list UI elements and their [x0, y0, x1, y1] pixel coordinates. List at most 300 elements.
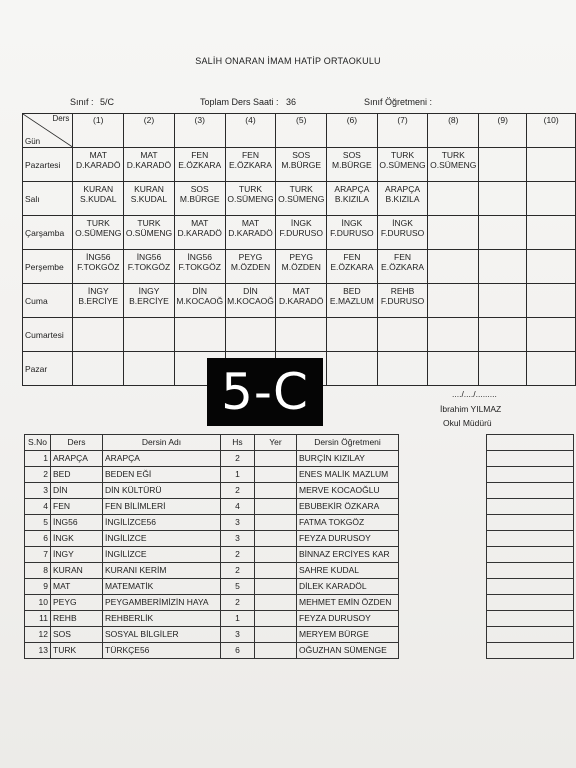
- lesson-cell: 10: [25, 595, 51, 611]
- lesson-row: [25, 627, 399, 643]
- schedule-cell: [276, 182, 327, 216]
- lesson-cell: 1: [221, 611, 255, 627]
- day-name: Cuma: [23, 284, 73, 318]
- cell-teacher: D.KARADÖ: [76, 160, 121, 170]
- cell-teacher: D.KARADÖ: [126, 160, 172, 170]
- cell-teacher: E.ÖZKARA: [330, 262, 374, 272]
- lesson-row: [25, 451, 399, 467]
- lesson-cell: [255, 467, 297, 483]
- lesson-cell: İNGY: [51, 547, 103, 563]
- schedule-cell: [73, 250, 124, 284]
- lesson-row: [25, 515, 399, 531]
- cell-subject: TURK: [289, 184, 313, 194]
- cell-subject: KURAN: [134, 184, 164, 194]
- right-empty-table: [486, 434, 574, 659]
- cell-teacher: B.ERCİYE: [78, 296, 119, 306]
- empty-cell: [487, 611, 574, 627]
- principal-name: İbrahim YILMAZ: [440, 404, 502, 414]
- lesson-cell: 2: [221, 483, 255, 499]
- period-header: (2): [124, 114, 175, 148]
- schedule-cell: [174, 284, 225, 318]
- day-name: Çarşamba: [23, 216, 73, 250]
- lesson-cell: [255, 483, 297, 499]
- cell-teacher: F.DURUSO: [330, 228, 374, 238]
- lesson-cell: 1: [25, 451, 51, 467]
- lesson-cell: [255, 643, 297, 659]
- cell-subject: İNG56: [187, 252, 213, 262]
- cell-subject: İNGK: [341, 218, 363, 228]
- cell-teacher: E.ÖZKARA: [229, 160, 272, 170]
- day-name: Perşembe: [23, 250, 73, 284]
- schedule-cell: [276, 318, 327, 352]
- lesson-cell: MATEMATİK: [103, 579, 221, 595]
- cell-teacher: E.MAZLUM: [329, 296, 374, 306]
- period-header: (3): [174, 114, 225, 148]
- lesson-cell: 2: [221, 595, 255, 611]
- schedule-cell: [527, 216, 576, 250]
- schedule-cell: [174, 250, 225, 284]
- lesson-cell: KURAN: [51, 563, 103, 579]
- schedule-cell: [327, 182, 378, 216]
- cell-teacher: M.BÜRGE: [281, 160, 322, 170]
- lesson-cell: MERVE KOCAOĞLU: [297, 483, 399, 499]
- lesson-cell: 2: [221, 547, 255, 563]
- schedule-cell: [124, 250, 175, 284]
- lesson-cell: BED: [51, 467, 103, 483]
- lesson-cell: 4: [221, 499, 255, 515]
- schedule-cell: [428, 318, 479, 352]
- empty-row: [487, 595, 574, 611]
- lessons-header-cell: Hs: [221, 435, 255, 451]
- lesson-cell: [255, 547, 297, 563]
- empty-row: [487, 643, 574, 659]
- cell-subject: TURK: [238, 184, 263, 194]
- cell-teacher: M.BÜRGE: [179, 194, 220, 204]
- schedule-cell: [428, 352, 479, 386]
- lesson-cell: İNGK: [51, 531, 103, 547]
- cell-subject: FEN: [191, 150, 209, 160]
- cell-teacher: F.TOKGÖZ: [77, 262, 120, 272]
- cell-subject: KURAN: [83, 184, 114, 194]
- schedule-cell: [428, 284, 479, 318]
- corner-label-gun: Gün: [25, 137, 41, 146]
- cell-teacher: S.KUDAL: [80, 194, 117, 204]
- schedule-cell: [327, 148, 378, 182]
- schedule-cell: [276, 250, 327, 284]
- schedule-cell: [527, 250, 576, 284]
- lesson-cell: [255, 627, 297, 643]
- lesson-cell: OĞUZHAN SÜMENGE: [297, 643, 399, 659]
- cell-teacher: M.KOCAOĞ: [227, 296, 274, 306]
- schedule-cell: [479, 182, 527, 216]
- empty-cell: [487, 483, 574, 499]
- corner-label-ders: Ders: [52, 114, 70, 123]
- lesson-cell: 12: [25, 627, 51, 643]
- schedule-cell: [479, 352, 527, 386]
- lesson-cell: 2: [25, 467, 51, 483]
- lesson-row: [25, 547, 399, 563]
- schedule-cell: [377, 284, 428, 318]
- schedule-cell: [327, 318, 378, 352]
- lesson-cell: REHB: [51, 611, 103, 627]
- empty-row: [487, 467, 574, 483]
- lesson-cell: BİNNAZ ERCİYES KAR: [297, 547, 399, 563]
- schedule-row: [23, 148, 576, 182]
- lesson-cell: MAT: [51, 579, 103, 595]
- period-header: (6): [327, 114, 378, 148]
- schedule-cell: [73, 352, 124, 386]
- schedule-cell: [225, 318, 276, 352]
- schedule-cell: [73, 318, 124, 352]
- lesson-cell: TÜRKÇE56: [103, 643, 221, 659]
- cell-subject: İNG56: [136, 252, 162, 262]
- cell-teacher: M.BÜRGE: [332, 160, 372, 170]
- cell-subject: FEN: [343, 252, 361, 262]
- cell-subject: PEYG: [238, 252, 263, 262]
- cell-subject: REHB: [390, 286, 415, 296]
- cell-subject: İNG56: [85, 252, 111, 262]
- lessons-table: [24, 434, 399, 659]
- empty-cell: [487, 467, 574, 483]
- lesson-cell: SAHRE KUDAL: [297, 563, 399, 579]
- lesson-row: [25, 643, 399, 659]
- cell-subject: PEYG: [289, 252, 314, 262]
- empty-row: [487, 611, 574, 627]
- lesson-cell: 11: [25, 611, 51, 627]
- lessons-body: [25, 435, 399, 659]
- cell-subject: İNGK: [392, 218, 413, 228]
- lesson-row: [25, 483, 399, 499]
- class-teacher-label: Sınıf Öğretmeni :: [364, 97, 433, 107]
- cell-subject: İNGY: [87, 286, 109, 296]
- schedule-cell: [327, 284, 378, 318]
- lesson-row: [25, 563, 399, 579]
- cell-teacher: F.DURUSO: [279, 228, 323, 238]
- lesson-cell: [255, 499, 297, 515]
- schedule-cell: [327, 216, 378, 250]
- lesson-cell: FEN BİLİMLERİ: [103, 499, 221, 515]
- lesson-cell: PEYG: [51, 595, 103, 611]
- schedule-cell: [73, 284, 124, 318]
- cell-subject: MAT: [191, 218, 209, 228]
- cell-teacher: D.KARADÖ: [228, 228, 273, 238]
- lesson-cell: 3: [221, 627, 255, 643]
- lesson-cell: MERYEM BÜRGE: [297, 627, 399, 643]
- day-name: Pazartesi: [23, 148, 73, 182]
- lesson-cell: KURANI KERİM: [103, 563, 221, 579]
- cell-teacher: F.TOKGÖZ: [127, 262, 171, 272]
- cell-subject: TURK: [86, 218, 110, 228]
- schedule-cell: [327, 352, 378, 386]
- cell-teacher: M.KOCAOĞ: [176, 296, 224, 306]
- cell-subject: ARAPÇA: [334, 184, 370, 194]
- day-name: Cumartesi: [23, 318, 73, 352]
- cell-subject: MAT: [241, 218, 260, 228]
- schedule-header-row: [23, 114, 576, 148]
- lesson-cell: BURÇİN KIZILAY: [297, 451, 399, 467]
- lesson-cell: 5: [221, 579, 255, 595]
- schedule-cell: [428, 182, 479, 216]
- lessons-header-cell: Dersin Öğretmeni: [297, 435, 399, 451]
- cell-subject: ARAPÇA: [385, 184, 421, 194]
- lessons-header-cell: S.No: [25, 435, 51, 451]
- lesson-cell: [255, 611, 297, 627]
- lesson-cell: FEYZA DURUSOY: [297, 531, 399, 547]
- schedule-cell: [73, 216, 124, 250]
- schedule-cell: [377, 250, 428, 284]
- lesson-cell: ENES MALİK MAZLUM: [297, 467, 399, 483]
- schedule-cell: [174, 182, 225, 216]
- lesson-cell: ARAPÇA: [103, 451, 221, 467]
- lessons-header-row: [25, 435, 399, 451]
- lesson-cell: 7: [25, 547, 51, 563]
- cell-subject: TURK: [441, 150, 465, 160]
- period-header: (8): [428, 114, 479, 148]
- period-header: (9): [479, 114, 527, 148]
- cell-subject: MAT: [89, 150, 107, 160]
- schedule-cell: [124, 352, 175, 386]
- schedule-cell: [225, 148, 276, 182]
- cell-teacher: O.SÜMENG: [430, 160, 477, 170]
- schedule-cell: [527, 148, 576, 182]
- cell-subject: SOS: [190, 184, 209, 194]
- empty-row: [487, 579, 574, 595]
- lesson-cell: FEN: [51, 499, 103, 515]
- schedule-body: [23, 114, 576, 386]
- schedule-cell: [124, 318, 175, 352]
- lesson-cell: MEHMET EMİN ÖZDEN: [297, 595, 399, 611]
- cell-teacher: S.KUDAL: [130, 194, 168, 204]
- signature-date: ..../..../.........: [452, 389, 497, 399]
- period-header: (4): [225, 114, 276, 148]
- empty-row: [487, 483, 574, 499]
- empty-cell: [487, 451, 574, 467]
- lesson-cell: [255, 531, 297, 547]
- day-name: Salı: [23, 182, 73, 216]
- lesson-cell: 2: [221, 451, 255, 467]
- period-header: (7): [377, 114, 428, 148]
- lesson-cell: PEYGAMBERİMİZİN HAYA: [103, 595, 221, 611]
- empty-row: [487, 499, 574, 515]
- lesson-cell: FEYZA DURUSOY: [297, 611, 399, 627]
- lesson-cell: SOS: [51, 627, 103, 643]
- total-hours-label: Toplam Ders Saati :: [200, 97, 279, 107]
- schedule-cell: [225, 216, 276, 250]
- lesson-cell: [255, 595, 297, 611]
- cell-teacher: F.DURUSO: [380, 228, 425, 238]
- schedule-cell: [276, 284, 327, 318]
- cell-teacher: B.KIZILA: [385, 194, 420, 204]
- lesson-row: [25, 499, 399, 515]
- schedule-cell: [225, 250, 276, 284]
- schedule-cell: [124, 284, 175, 318]
- lesson-cell: 3: [25, 483, 51, 499]
- schedule-cell: [527, 352, 576, 386]
- empty-cell: [487, 499, 574, 515]
- lesson-cell: 3: [221, 531, 255, 547]
- period-header: (5): [276, 114, 327, 148]
- cell-teacher: B.ERCİYE: [129, 296, 169, 306]
- schedule-cell: [174, 216, 225, 250]
- class-value: 5/C: [100, 97, 115, 107]
- empty-cell: [487, 547, 574, 563]
- schedule-cell: [276, 148, 327, 182]
- schedule-cell: [225, 284, 276, 318]
- lesson-row: [25, 531, 399, 547]
- schedule-cell: [174, 148, 225, 182]
- empty-cell: [487, 531, 574, 547]
- lesson-cell: 5: [25, 515, 51, 531]
- cell-teacher: D.KARADÖ: [177, 228, 222, 238]
- lesson-cell: FATMA TOKGÖZ: [297, 515, 399, 531]
- period-header: (1): [73, 114, 124, 148]
- cell-teacher: M.ÖZDEN: [230, 262, 271, 272]
- schedule-cell: [327, 250, 378, 284]
- empty-row: [487, 435, 574, 451]
- lesson-row: [25, 611, 399, 627]
- cell-teacher: M.ÖZDEN: [281, 262, 321, 272]
- lesson-cell: 9: [25, 579, 51, 595]
- empty-row: [487, 451, 574, 467]
- cell-subject: TURK: [137, 218, 161, 228]
- empty-cell: [487, 643, 574, 659]
- class-badge: 5-C: [207, 358, 323, 426]
- schedule-cell: [377, 216, 428, 250]
- empty-row: [487, 563, 574, 579]
- schedule-cell: [479, 284, 527, 318]
- schedule-cell: [377, 352, 428, 386]
- lesson-cell: 8: [25, 563, 51, 579]
- schedule-row: [23, 216, 576, 250]
- lesson-cell: EBUBEKİR ÖZKARA: [297, 499, 399, 515]
- lesson-cell: 2: [221, 563, 255, 579]
- lesson-cell: 3: [221, 515, 255, 531]
- cell-teacher: F.DURUSO: [380, 296, 425, 306]
- lesson-cell: İNGİLİZCE: [103, 547, 221, 563]
- empty-cell: [487, 579, 574, 595]
- empty-row: [487, 515, 574, 531]
- lesson-cell: [255, 563, 297, 579]
- schedule-cell: [479, 318, 527, 352]
- schedule-cell: [124, 216, 175, 250]
- schedule-cell: [73, 182, 124, 216]
- class-label: Sınıf :: [70, 97, 94, 107]
- lesson-row: [25, 467, 399, 483]
- empty-cell: [487, 435, 574, 451]
- period-header: (10): [527, 114, 576, 148]
- cell-teacher: O.SÜMENG: [379, 160, 426, 170]
- schedule-cell: [428, 148, 479, 182]
- cell-subject: MAT: [292, 286, 310, 296]
- lesson-cell: BEDEN EĞİ: [103, 467, 221, 483]
- cell-subject: MAT: [140, 150, 158, 160]
- day-name: Pazar: [23, 352, 73, 386]
- schedule-cell: [174, 318, 225, 352]
- cell-teacher: B.KIZILA: [334, 194, 369, 204]
- lesson-cell: TURK: [51, 643, 103, 659]
- schedule-cell: [428, 250, 479, 284]
- cell-teacher: O.SÜMENG: [227, 194, 274, 204]
- cell-subject: FEN: [241, 150, 259, 160]
- lesson-row: [25, 579, 399, 595]
- schedule-cell: [479, 148, 527, 182]
- schedule-cell: [527, 318, 576, 352]
- weekly-schedule-table: [22, 113, 576, 386]
- lesson-cell: DİN: [51, 483, 103, 499]
- lesson-cell: DİLEK KARADÖL: [297, 579, 399, 595]
- cell-teacher: E.ÖZKARA: [178, 160, 222, 170]
- cell-subject: SOS: [292, 150, 311, 160]
- schedule-cell: [377, 182, 428, 216]
- schedule-cell: [124, 182, 175, 216]
- schedule-cell: [428, 216, 479, 250]
- empty-cell: [487, 515, 574, 531]
- cell-subject: FEN: [394, 252, 412, 262]
- empty-row: [487, 547, 574, 563]
- schedule-cell: [377, 318, 428, 352]
- cell-subject: TURK: [390, 150, 415, 160]
- principal-title: Okul Müdürü: [443, 418, 492, 428]
- schedule-cell: [276, 216, 327, 250]
- cell-teacher: O.SÜMENG: [75, 228, 122, 238]
- lesson-cell: 13: [25, 643, 51, 659]
- schedule-cell: [377, 148, 428, 182]
- schedule-row: [23, 182, 576, 216]
- school-title: SALİH ONARAN İMAM HATİP ORTAOKULU: [195, 56, 381, 66]
- cell-subject: SOS: [342, 150, 361, 160]
- schedule-cell: [527, 284, 576, 318]
- lesson-cell: İNGİLİZCE56: [103, 515, 221, 531]
- lesson-cell: 4: [25, 499, 51, 515]
- lesson-cell: [255, 451, 297, 467]
- empty-row: [487, 531, 574, 547]
- empty-row: [487, 627, 574, 643]
- lesson-row: [25, 595, 399, 611]
- schedule-corner-cell: [23, 114, 73, 148]
- lesson-cell: DİN KÜLTÜRÜ: [103, 483, 221, 499]
- schedule-cell: [479, 216, 527, 250]
- lesson-cell: [255, 579, 297, 595]
- lesson-cell: 1: [221, 467, 255, 483]
- cell-subject: BED: [343, 286, 361, 296]
- cell-teacher: D.KARADÖ: [279, 296, 324, 306]
- lesson-cell: REHBERLİK: [103, 611, 221, 627]
- cell-subject: DİN: [243, 286, 258, 296]
- schedule-cell: [225, 182, 276, 216]
- lesson-cell: ARAPÇA: [51, 451, 103, 467]
- lessons-header-cell: Ders: [51, 435, 103, 451]
- total-hours-value: 36: [286, 97, 297, 107]
- schedule-row: [23, 284, 576, 318]
- schedule-cell: [527, 182, 576, 216]
- cell-subject: İNGY: [138, 286, 160, 296]
- empty-cell: [487, 563, 574, 579]
- cell-teacher: F.TOKGÖZ: [178, 262, 221, 272]
- lessons-header-cell: Yer: [255, 435, 297, 451]
- schedule-cell: [479, 250, 527, 284]
- empty-cell: [487, 595, 574, 611]
- cell-teacher: E.ÖZKARA: [381, 262, 425, 272]
- schedule-row: [23, 318, 576, 352]
- lesson-cell: 6: [221, 643, 255, 659]
- lesson-cell: SOSYAL BİLGİLER: [103, 627, 221, 643]
- lesson-cell: 6: [25, 531, 51, 547]
- lesson-cell: İNGİLİZCE: [103, 531, 221, 547]
- schedule-row: [23, 250, 576, 284]
- empty-cell: [487, 627, 574, 643]
- cell-subject: DİN: [192, 286, 208, 296]
- cell-teacher: O.SÜMENG: [278, 194, 325, 204]
